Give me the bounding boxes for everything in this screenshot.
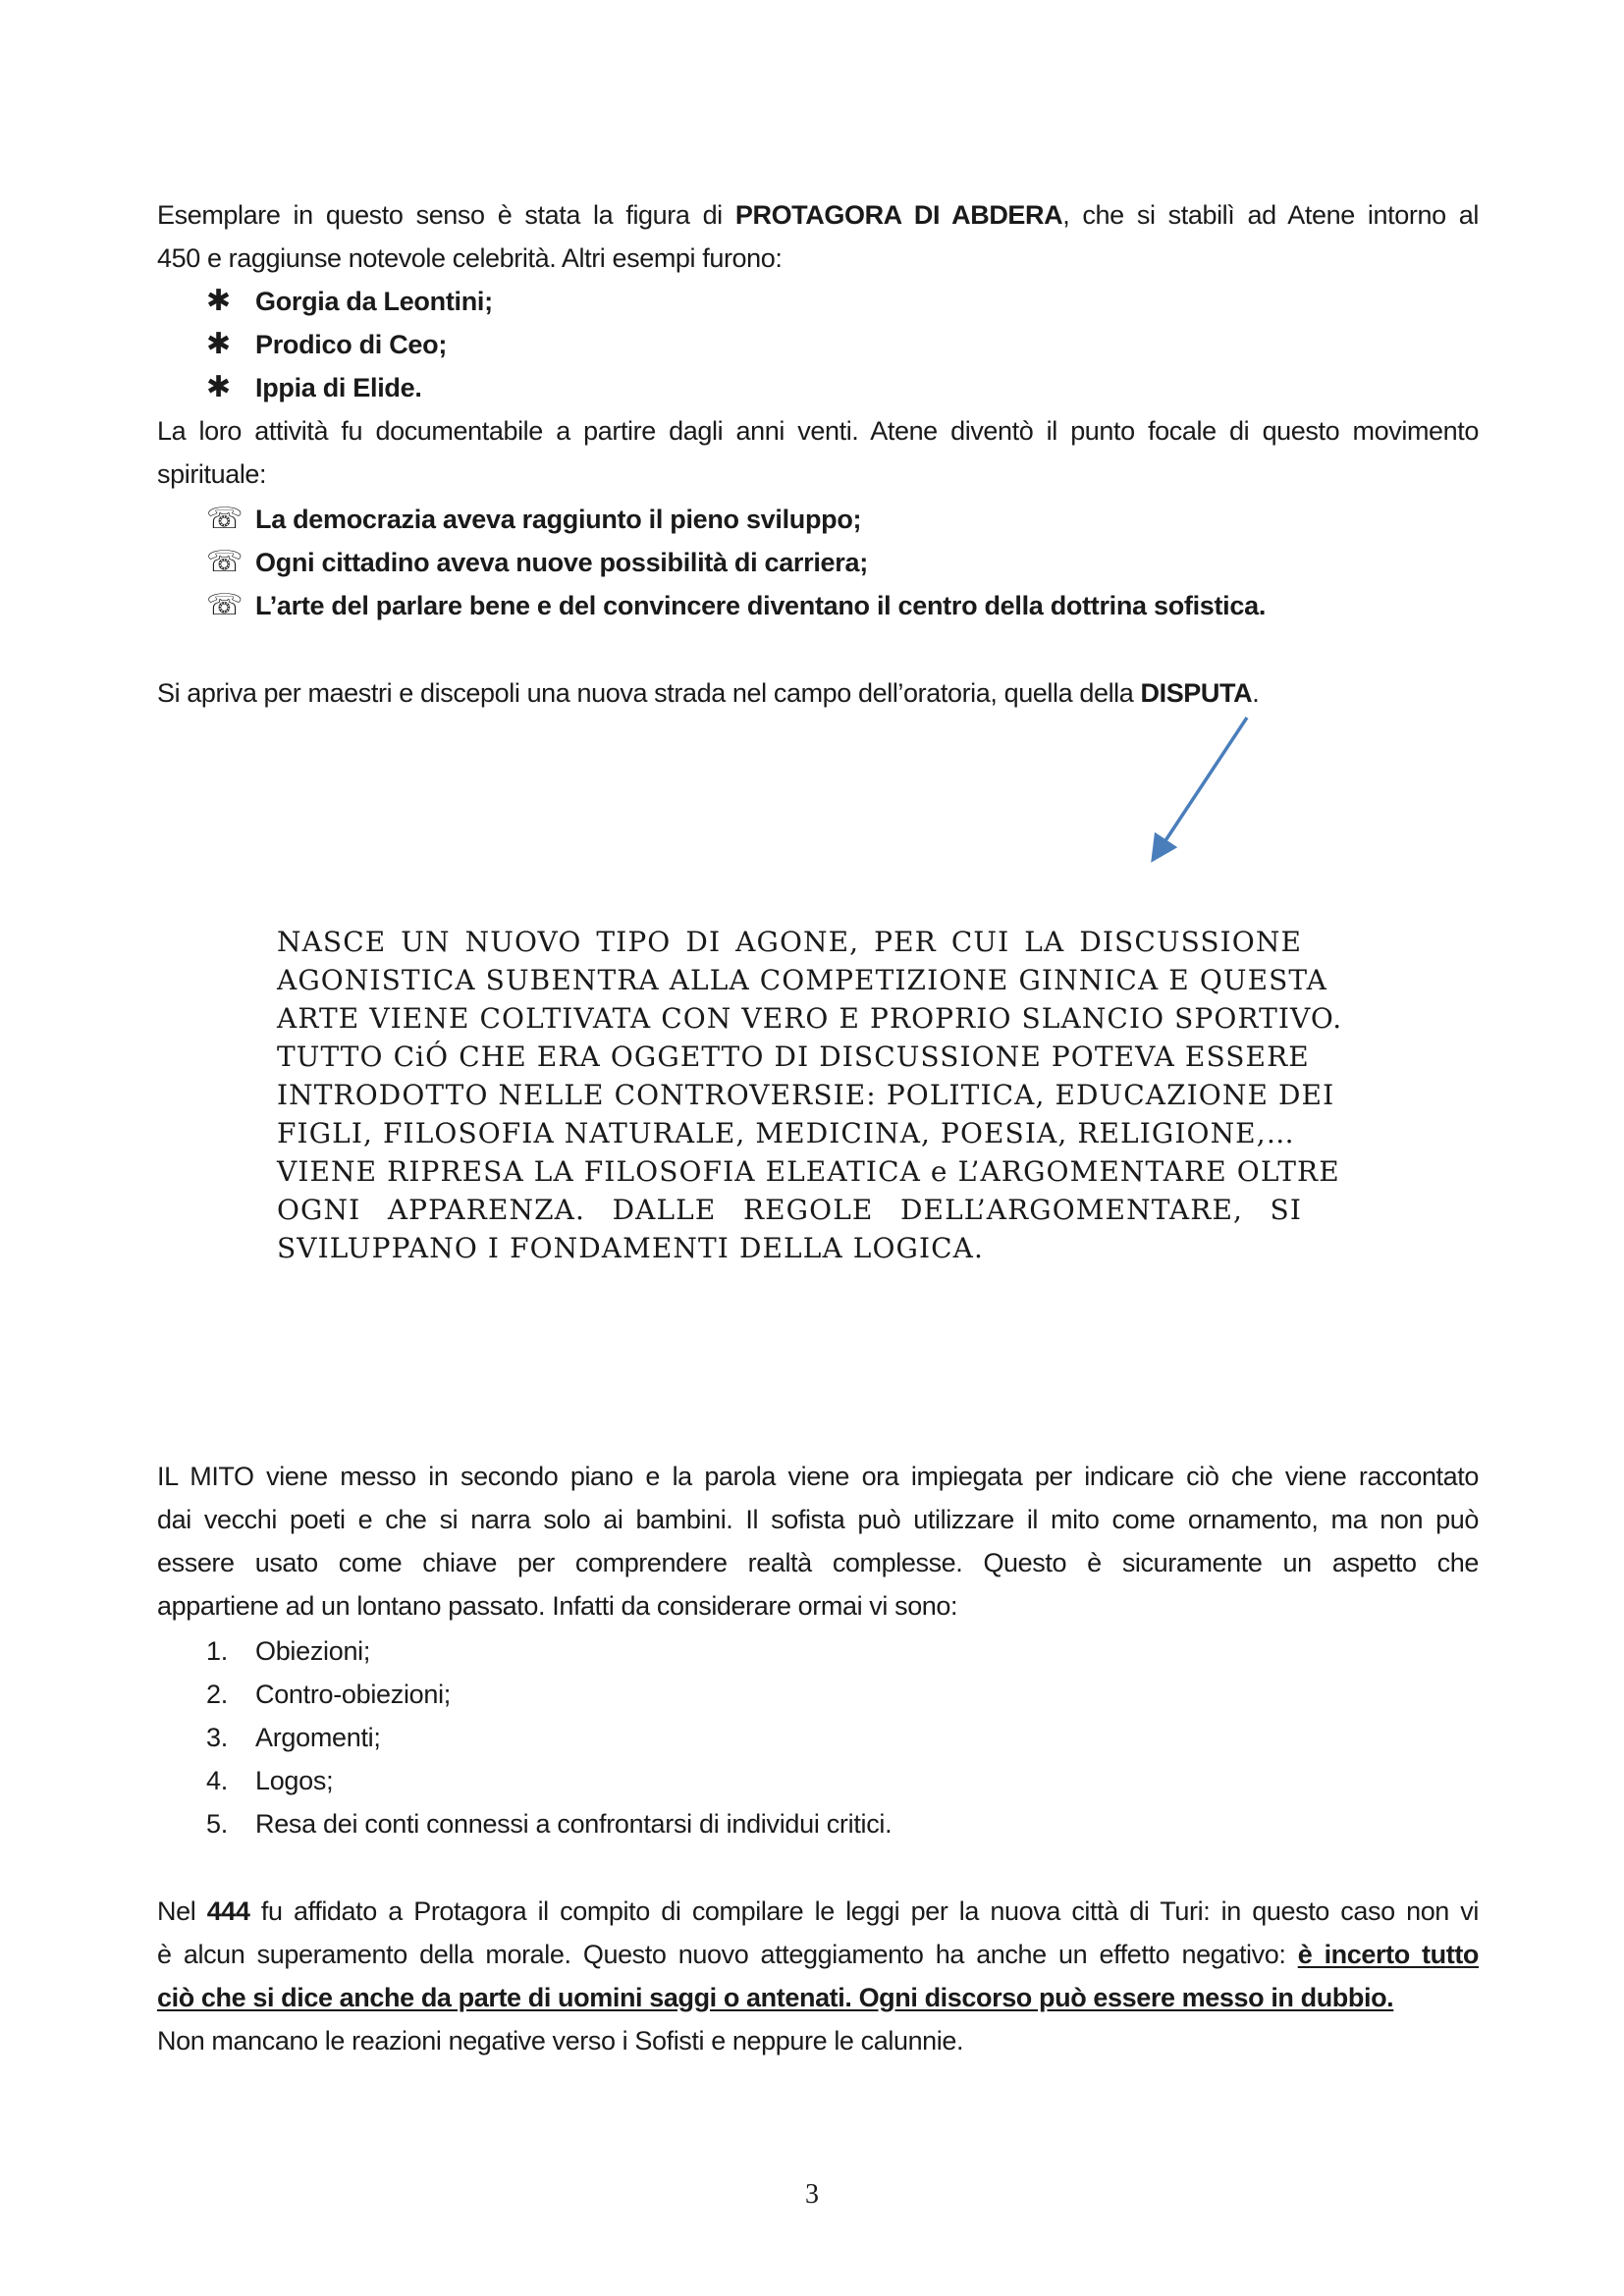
list-number: 2. — [206, 1680, 228, 1709]
list-item: 4. Logos; — [206, 1759, 892, 1802]
list-item: 1. Obiezioni; — [206, 1629, 892, 1673]
box-line: FIGLI, FILOSOFIA NATURALE, MEDICINA, POESIA, RELIGIONE,… — [277, 1117, 1295, 1149]
box-line: AGONISTICA SUBENTRA ALLA COMPETIZIONE GINNICA E QUESTA — [277, 964, 1327, 996]
list-item: 5. Resa dei conti connessi a confrontarsi di individui critici. — [206, 1802, 892, 1845]
paragraph-line: 450 e raggiunse notevole celebrità. Altri esempi furono: — [157, 243, 783, 273]
paragraph-line: Esemplare in questo senso è stata la figura di PROTAGORA DI ABDERA, che si stabilì ad Atene intorno al — [157, 200, 1479, 230]
box-line: NASCE UN NUOVO TIPO DI AGONE, PER CUI LA DISCUSSIONE — [277, 926, 1302, 958]
list-number: 3. — [206, 1723, 228, 1752]
paragraph-line: IL MITO viene messo in secondo piano e la parola viene ora impiegata per indicare ciò che viene raccontato — [157, 1462, 1479, 1491]
list-item: ✱ Prodico di Ceo; — [206, 323, 493, 366]
list-item: ✱ Gorgia da Leontini; — [206, 280, 493, 323]
list-item: ☏ Ogni cittadino aveva nuove possibilità di carriera; — [206, 541, 1266, 584]
agone-text-box — [277, 923, 1343, 1267]
box-line: OGNI APPARENZA. DALLE REGOLE DELL’ARGOMENTARE, SI — [277, 1194, 1302, 1226]
paragraph-line: appartiene ad un lontano passato. Infatti da considerare ormai vi sono: — [157, 1591, 958, 1621]
list-item: 2. Contro-obiezioni; — [206, 1673, 892, 1716]
box-line: VIENE RIPRESA LA FILOSOFIA ELEATICA e L’ARGOMENTARE OLTRE — [277, 1155, 1340, 1188]
telephone-bullet-icon: ☏ — [206, 588, 244, 622]
telephone-bullet-icon: ☏ — [206, 545, 244, 579]
list-item: 3. Argomenti; — [206, 1716, 892, 1759]
list-item: ☏ L’arte del parlare bene e del convincere diventano il centro della dottrina sofistica. — [206, 584, 1266, 627]
box-line: TUTTO CiÓ CHE ERA OGGETTO DI DISCUSSIONE POTEVA ESSERE — [277, 1041, 1310, 1073]
star-bullet-icon: ✱ — [206, 285, 231, 317]
paragraph-line: La loro attività fu documentabile a partire dagli anni venti. Atene diventò il punto focale di questo movimento — [157, 416, 1479, 446]
paragraph-line: Nel 444 fu affidato a Protagora il compito di compilare le leggi per la nuova città di Turi: in questo caso non vi — [157, 1896, 1479, 1926]
underlined-emphasis: ciò che si dice anche da parte di uomini saggi o antenati. Ogni discorso può essere messo in dubbio. — [157, 1983, 1394, 2012]
paragraph-line: dai vecchi poeti e che si narra solo ai bambini. Il sofista può utilizzare il mito come ornamento, ma non può — [157, 1505, 1479, 1534]
list-item: ☏ La democrazia aveva raggiunto il pieno sviluppo; — [206, 498, 1266, 541]
list-number: 5. — [206, 1809, 228, 1839]
box-line: INTRODOTTO NELLE CONTROVERSIE: POLITICA, EDUCAZIONE DEI — [277, 1079, 1335, 1111]
page-number: 3 — [805, 2179, 819, 2210]
protagora-name: PROTAGORA DI ABDERA — [734, 200, 1063, 230]
paragraph-line — [157, 1976, 1479, 2019]
star-bullet-icon: ✱ — [206, 371, 231, 403]
paragraph-mito — [157, 1455, 1479, 1628]
paragraph-line: essere usato come chiave per comprendere realtà complesse. Questo è sicuramente un aspetto che — [157, 1548, 1479, 1577]
paragraph-turi — [157, 1890, 1479, 2062]
telephone-bullet-icon: ☏ — [206, 502, 244, 536]
paragraph-line: spirituale: — [157, 459, 267, 489]
paragraph-line: Non mancano le reazioni negative verso i Sofisti e neppure le calunnie. — [157, 2026, 964, 2056]
paragraph-line: è alcun superamento della morale. Questo nuovo atteggiamento ha anche un effetto negativo: è incerto tutto — [157, 1940, 1479, 1969]
disputa-term: DISPUTA — [1140, 678, 1253, 708]
box-line: SVILUPPANO I FONDAMENTI DELLA LOGICA. — [277, 1232, 984, 1264]
year-444: 444 — [206, 1896, 250, 1926]
star-bullet-icon: ✱ — [206, 328, 231, 360]
list-item: ✱ Ippia di Elide. — [206, 366, 493, 409]
elements-list — [206, 1629, 892, 1845]
list-number: 4. — [206, 1766, 228, 1795]
box-line: ARTE VIENE COLTIVATA CON VERO E PROPRIO SLANCIO SPORTIVO. — [277, 1002, 1343, 1035]
list-number: 1. — [206, 1636, 228, 1666]
underlined-emphasis: è incerto tutto — [1297, 1940, 1479, 1969]
paragraph-line: Si apriva per maestri e discepoli una nuova strada nel campo dell’oratoria, quella della DISPUTA. — [157, 678, 1260, 708]
